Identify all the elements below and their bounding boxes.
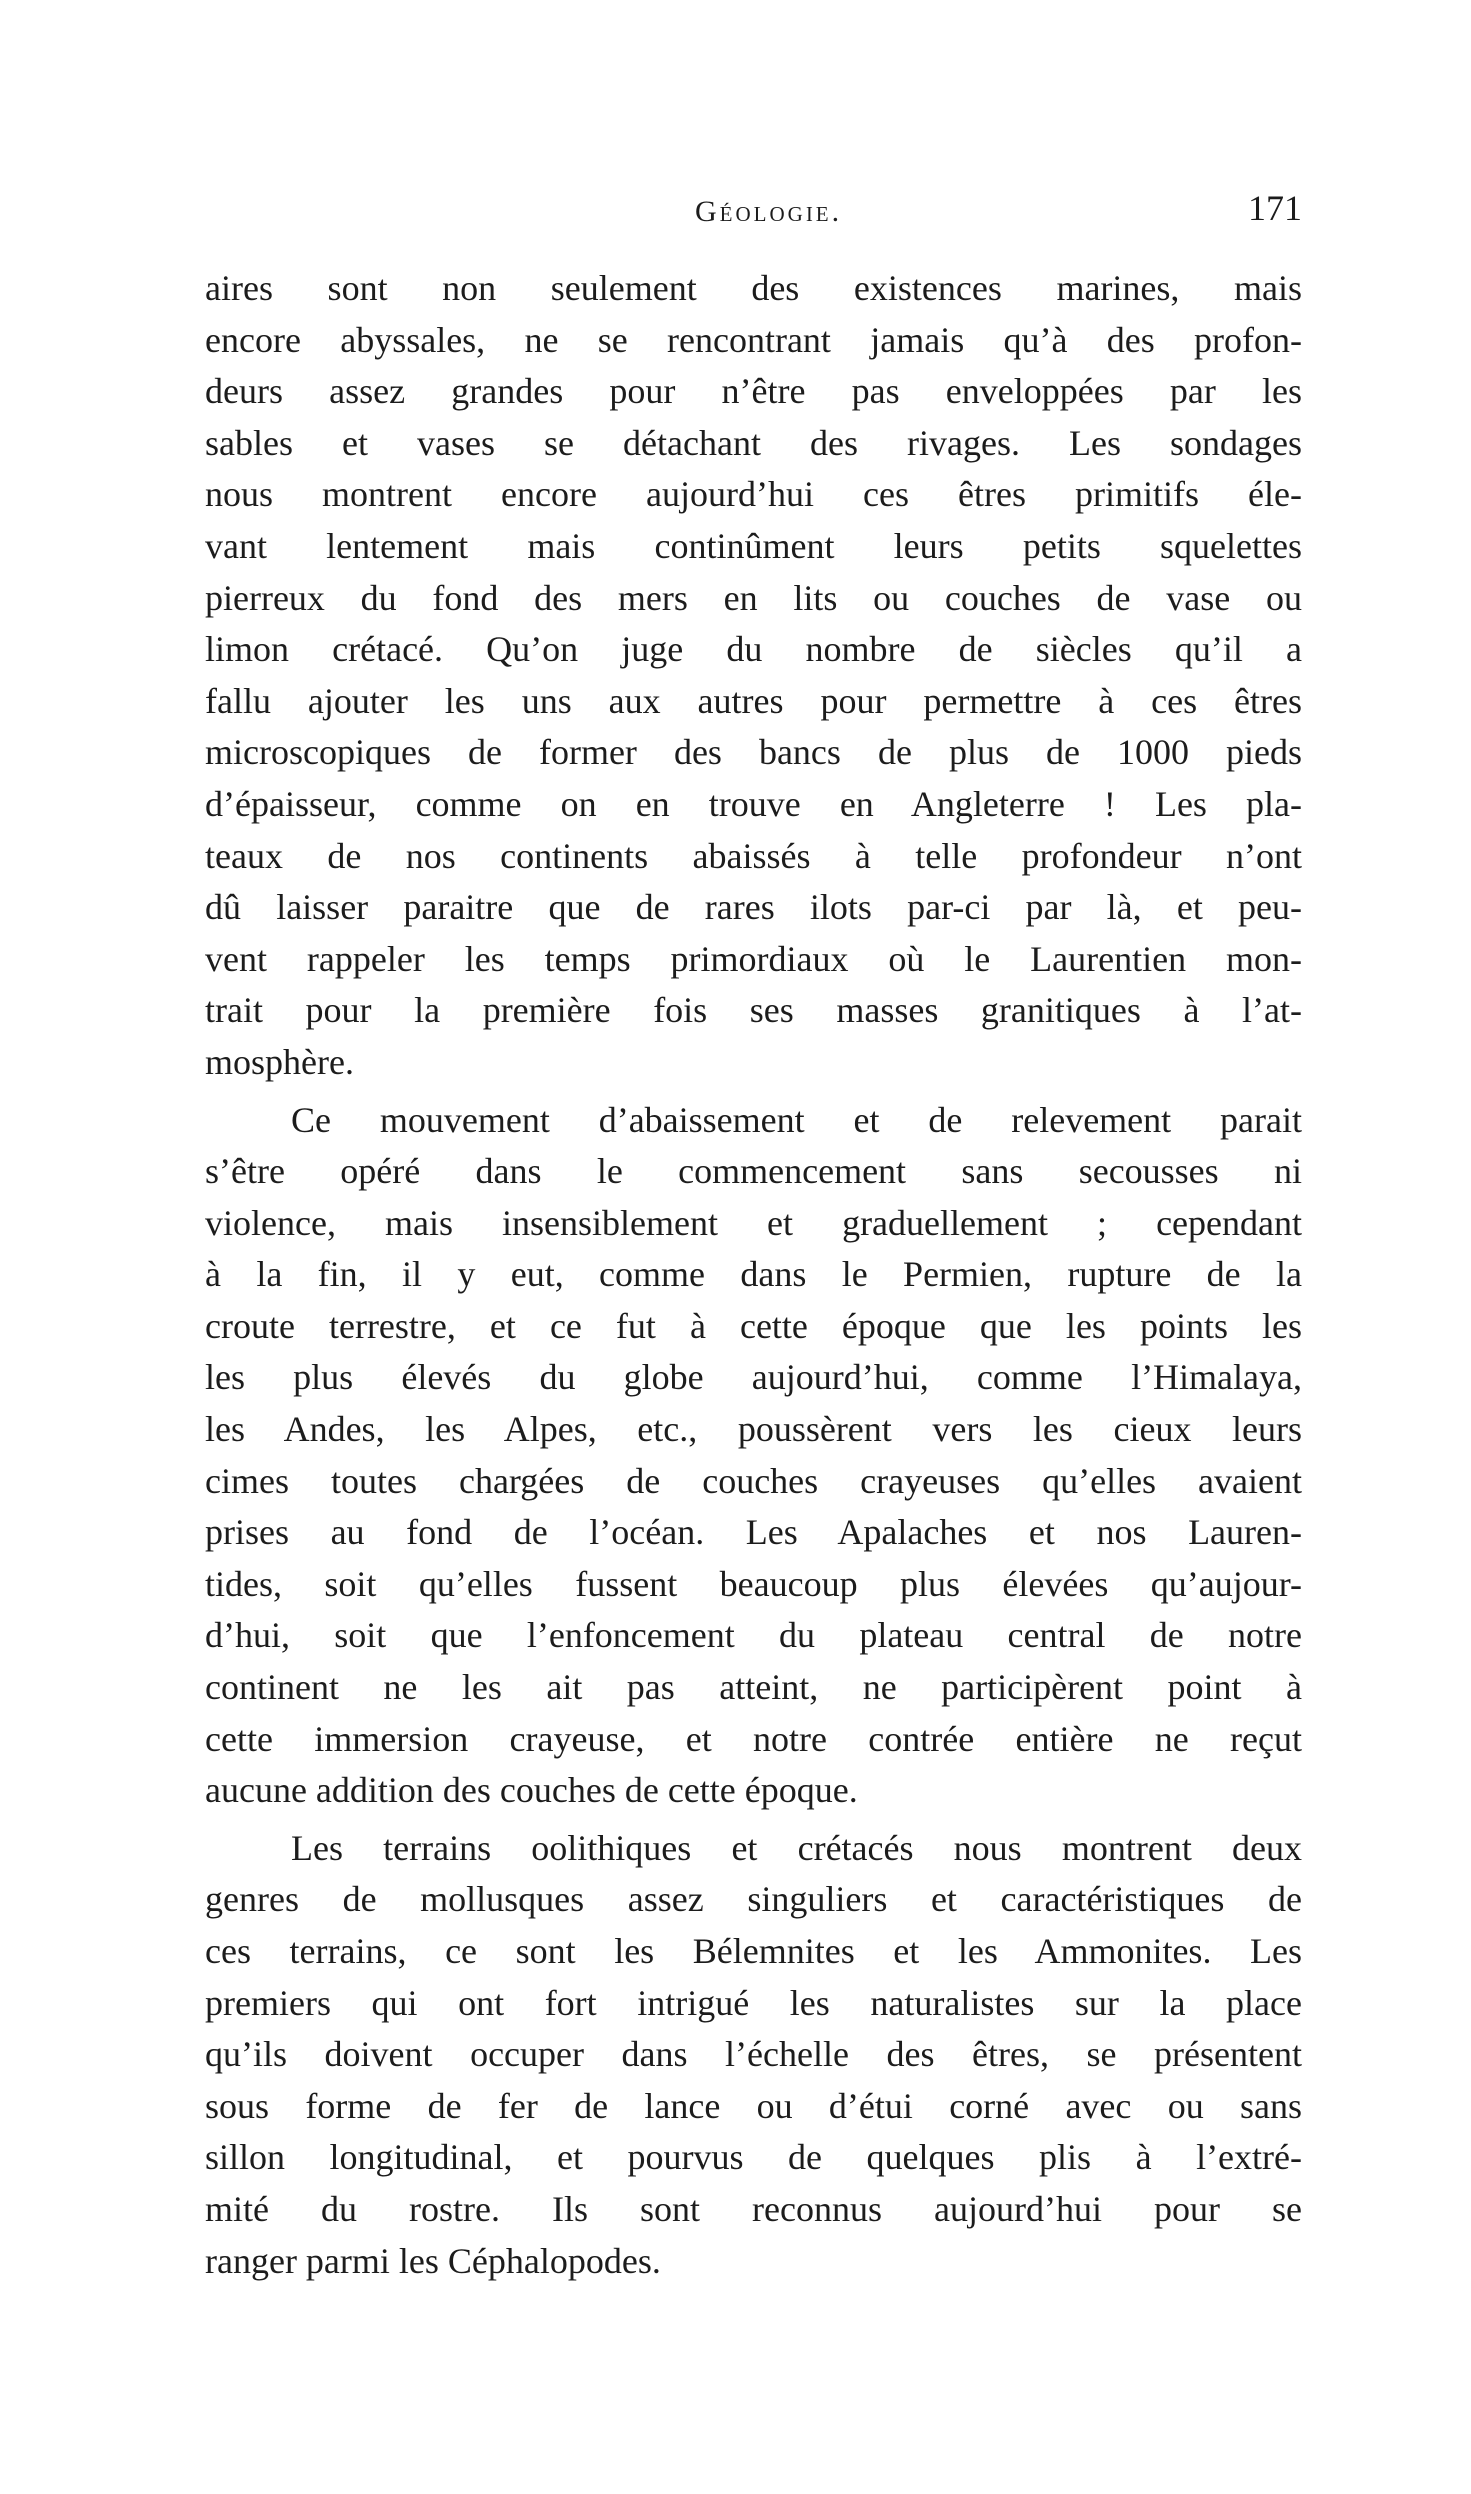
paragraph bbox=[205, 1095, 1302, 1817]
text-line: dû laisser paraitre que de rares ilots par-ci par là, et peu- bbox=[205, 887, 1302, 928]
text-line: teaux de nos continents abaissés à telle profondeur n’ont bbox=[205, 835, 1302, 876]
text-body bbox=[205, 263, 1302, 2287]
paragraph bbox=[205, 1823, 1302, 2287]
text-line: tides, soit qu’elles fussent beaucoup plus élevées qu’aujour- bbox=[205, 1563, 1302, 1604]
text-line: sous forme de fer de lance ou d’étui corné avec ou sans bbox=[205, 2085, 1302, 2126]
text-line: d’épaisseur, comme on en trouve en Angleterre ! Les pla- bbox=[205, 783, 1302, 824]
text-line: cimes toutes chargées de couches crayeuses qu’elles avaient bbox=[205, 1460, 1302, 1501]
text-line: croute terrestre, et ce fut à cette époque que les points les bbox=[205, 1305, 1302, 1346]
text-line: aires sont non seulement des existences marines, mais bbox=[205, 268, 1302, 308]
text-line: deurs assez grandes pour n’être pas enveloppées par les bbox=[205, 371, 1302, 412]
text-line: à la fin, il y eut, comme dans le Permien, rupture de la bbox=[205, 1254, 1302, 1295]
paragraph bbox=[205, 263, 1302, 1089]
text-line: ces terrains, ce sont les Bélemnites et les Ammonites. Les bbox=[205, 1931, 1302, 1971]
text-line: s’être opéré dans le commencement sans secousses ni bbox=[205, 1151, 1302, 1192]
page-number: 171 bbox=[1248, 188, 1302, 228]
text-line: aucune addition des couches de cette époque. bbox=[205, 1770, 858, 1811]
book-page bbox=[205, 185, 1302, 2425]
text-line: ranger parmi les Céphalopodes. bbox=[205, 2240, 661, 2281]
text-line: mosphère. bbox=[205, 1041, 354, 1082]
text-line: vent rappeler les temps primordiaux où le Laurentien mon- bbox=[205, 938, 1302, 979]
text-line: microscopiques de former des bancs de plus de 1000 pieds bbox=[205, 732, 1302, 773]
text-line: mité du rostre. Ils sont reconnus aujourd’hui pour se bbox=[205, 2188, 1302, 2229]
text-line: sables et vases se détachant des rivages. Les sondages bbox=[205, 422, 1302, 463]
text-line: d’hui, soit que l’enfoncement du plateau central de notre bbox=[205, 1615, 1302, 1656]
running-title: Géologie. bbox=[695, 195, 843, 228]
text-line: les plus élevés du globe aujourd’hui, comme l’Himalaya, bbox=[205, 1357, 1302, 1398]
text-line: trait pour la première fois ses masses granitiques à l’at- bbox=[205, 990, 1302, 1031]
text-line: violence, mais insensiblement et graduellement ; cependant bbox=[205, 1202, 1302, 1243]
text-line: les Andes, les Alpes, etc., poussèrent vers les cieux leurs bbox=[205, 1409, 1302, 1450]
running-head bbox=[205, 185, 1302, 245]
text-line: limon crétacé. Qu’on juge du nombre de siècles qu’il a bbox=[205, 629, 1302, 670]
text-line: nous montrent encore aujourd’hui ces êtres primitifs éle- bbox=[205, 474, 1302, 515]
text-line: vant lentement mais continûment leurs petits squelettes bbox=[205, 525, 1302, 566]
text-line: sillon longitudinal, et pourvus de quelques plis à l’extré- bbox=[205, 2137, 1302, 2178]
text-line: qu’ils doivent occuper dans l’échelle des êtres, se présentent bbox=[205, 2034, 1302, 2075]
text-line: encore abyssales, ne se rencontrant jamais qu’à des profon- bbox=[205, 319, 1302, 360]
text-line: fallu ajouter les uns aux autres pour permettre à ces êtres bbox=[205, 680, 1302, 721]
text-line: pierreux du fond des mers en lits ou couches de vase ou bbox=[205, 577, 1302, 618]
text-line: premiers qui ont fort intrigué les naturalistes sur la place bbox=[205, 1982, 1302, 2023]
text-line: continent ne les ait pas atteint, ne participèrent point à bbox=[205, 1667, 1302, 1708]
text-line: Les terrains oolithiques et crétacés nous montrent deux bbox=[291, 1827, 1302, 1868]
text-line: prises au fond de l’océan. Les Apalaches et nos Lauren- bbox=[205, 1512, 1302, 1553]
text-line: cette immersion crayeuse, et notre contrée entière ne reçut bbox=[205, 1718, 1302, 1759]
text-line: genres de mollusques assez singuliers et caractéristiques de bbox=[205, 1879, 1302, 1920]
text-line: Ce mouvement d’abaissement et de relevement parait bbox=[291, 1099, 1302, 1140]
